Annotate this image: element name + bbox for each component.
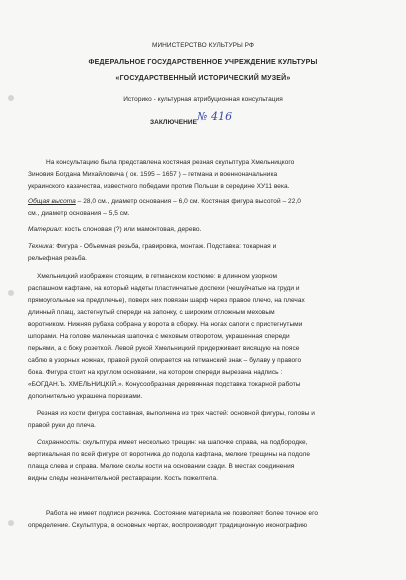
composite-line: правой руки до плеча. — [28, 422, 97, 429]
description-line: Хмельницкий изображен стоящим, в гетманском костюме: в длинном узорном — [37, 273, 278, 280]
condition-text: : скульптура имеет несколько трещин: на шапочке справа, на подбородке, — [79, 439, 308, 446]
ministry-line: МИНИСТЕРСТВО КУЛЬТУРЫ РФ — [152, 42, 254, 49]
description-line: длинный плащ, застегнутый спереди на запонку, с широким отложным меховым — [28, 309, 275, 316]
material-label: Материал — [28, 226, 61, 233]
description-line: шпорами. На голове маленькая шапочка с меховым отворотом, украшенная спереди — [28, 333, 290, 340]
condition-line: вертикальная по всей фигуре от воротника до подола кафтана, мелкие трещины на подоле — [28, 451, 311, 458]
description-line: дополнительно украшена порезками. — [28, 393, 143, 400]
intro-line: Зиновия Богдана Михайловича ( ок. 1595 – 1657 ) – гетмана и военноначальника — [28, 171, 278, 178]
description-line: прямоугольные на предплечье), поверх них повязан шарф через правое плечо, на плечах — [28, 297, 305, 304]
height-label: Общая высота — [28, 198, 76, 205]
handwritten-number: № 416 — [197, 110, 233, 123]
punch-hole — [8, 290, 14, 296]
description-line: саблю в узорных ножнах, правой рукой опирается на гетманский знак – булаву у правого — [28, 357, 302, 364]
condition-label: Сохранность — [37, 439, 80, 446]
institution-line: ФЕДЕРАЛЬНОЕ ГОСУДАРСТВЕННОЕ УЧРЕЖДЕНИЕ КУЛЬТУРЫ — [88, 59, 318, 66]
condition-line — [37, 439, 308, 447]
dimensions-line — [28, 198, 301, 206]
museum-name: «ГОСУДАРСТВЕННЫЙ ИСТОРИЧЕСКИЙ МУЗЕЙ» — [115, 75, 291, 82]
technique-text: : Фигура - Объемная резьба, гравировка, монтаж. Подставка: токарная и — [52, 243, 277, 250]
condition-line: видны следы незначительной реставрации. Кость пожелтела. — [28, 475, 218, 482]
consultation-subtitle: Историко - культурная атрибуционная консультация — [123, 96, 283, 103]
description-line: бока. Фигура стоит на круглом основании, на котором спереди вырезана надпись : — [28, 369, 283, 376]
condition-line: плаща слева и справа. Мелкие сколы кости на основании сзади. В местах соединения — [28, 463, 295, 470]
intro-line: украинского казачества, известного победами против Польши в середине XУ11 века. — [28, 183, 290, 190]
technique-line: рельефная резьба. — [28, 255, 87, 262]
intro-line: На консультацию была представлена костяная резная скульптура Хмельницкого — [46, 159, 295, 166]
technique-line — [28, 243, 276, 251]
conclusion-label: ЗАКЛЮЧЕНИЕ — [150, 119, 198, 126]
closing-line: Работа не имеет подписи резчика. Состояние материала не позволяет более точное его — [46, 510, 319, 517]
description-line: воротником. Нижняя рубаха собрана у ворота в сборку. На ногах сапоги с пристегнутыми — [28, 321, 303, 328]
material-text: : кость слоновая (?) или мамонтовая, дерево. — [60, 226, 202, 233]
description-line: перьями, а с боку розеткой. Левой рукой Хмельницкий придерживает висящую на поясе — [28, 345, 300, 352]
dimensions-line: см., диаметр основания – 5,5 см. — [28, 210, 130, 217]
technique-label: Техника — [28, 243, 53, 250]
material-line — [28, 226, 201, 234]
punch-hole — [8, 520, 14, 526]
description-line: распашном кафтане, на который надеты пластинчатые доспехи (чешуйчатые на груди и — [28, 285, 300, 292]
height-text: – 28,0 см., диаметр основания – 6,0 см. Костяная фигура высотой – 22,0 — [75, 198, 301, 205]
closing-line: определение. Скульптура, в основных чертах, воспроизводит традиционную иконографию — [28, 522, 308, 529]
description-line: «БОГДАН.Ъ. ХМЕЛЬНИЦКIЙ.». Конусообразная деревянная подставка токарной работы — [28, 381, 301, 388]
composite-line: Резная из кости фигура составная, выполнена из трех частей: основной фигуры, головы и — [37, 410, 315, 417]
